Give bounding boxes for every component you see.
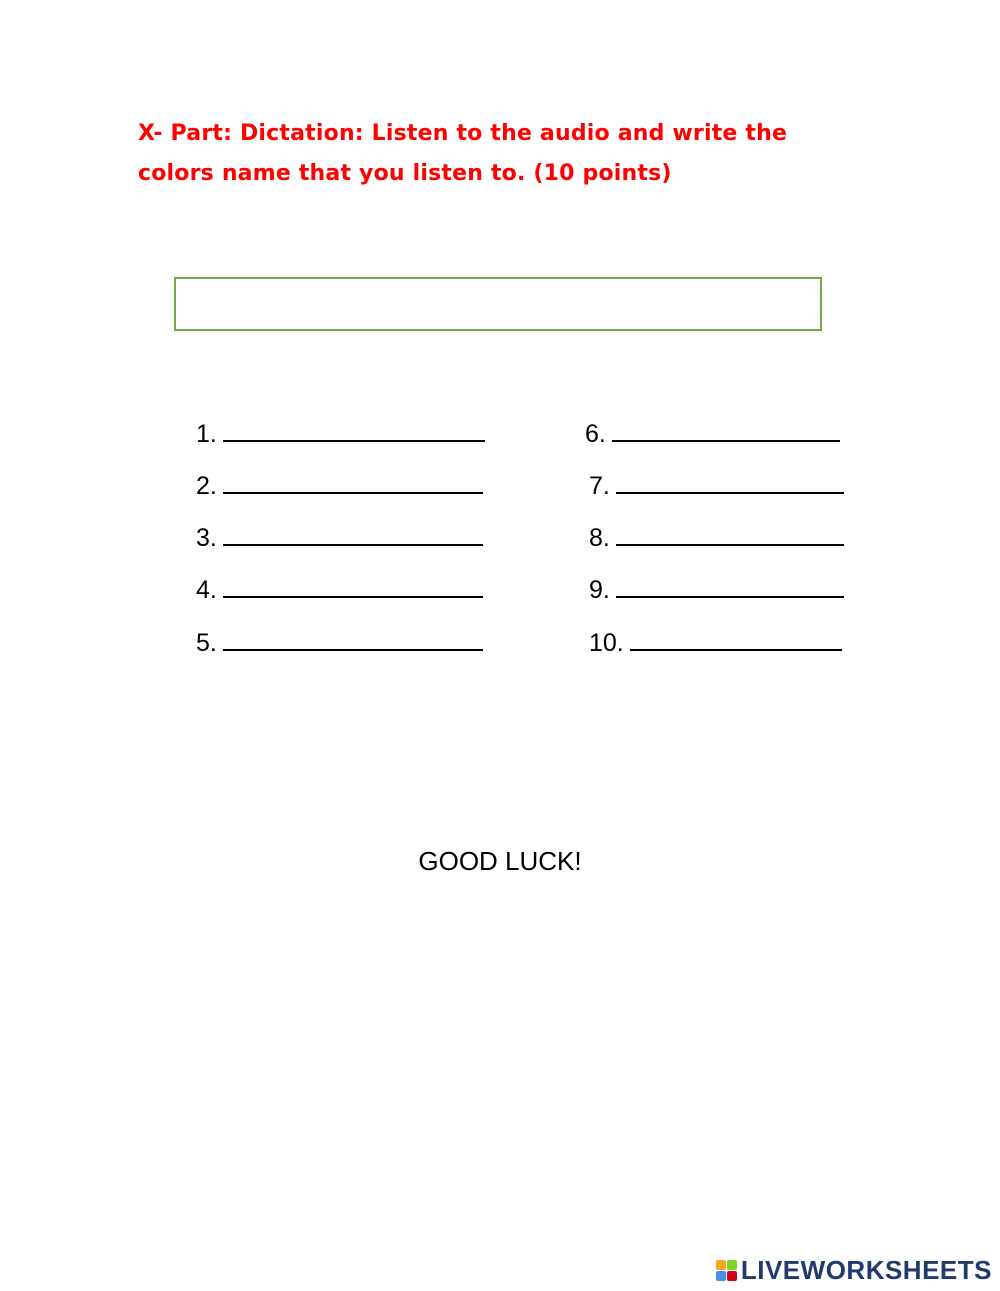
closing-text: GOOD LUCK!: [418, 846, 582, 876]
item-number: 5.: [196, 629, 217, 657]
answer-blank[interactable]: [612, 422, 840, 442]
answer-blank[interactable]: [223, 631, 483, 651]
answer-item-10[interactable]: [589, 629, 842, 658]
item-number: 3.: [196, 524, 217, 552]
answer-blank[interactable]: [223, 422, 485, 442]
answer-blank[interactable]: [223, 474, 483, 494]
answer-item-9[interactable]: [589, 576, 844, 605]
answer-item-2[interactable]: [196, 472, 483, 501]
answer-item-3[interactable]: [196, 524, 483, 553]
answer-blank[interactable]: [616, 526, 844, 546]
item-number: 2.: [196, 472, 217, 500]
item-number: 7.: [589, 472, 610, 500]
answer-blank[interactable]: [616, 578, 844, 598]
answer-item-1[interactable]: [196, 420, 485, 449]
brand-logo: [716, 1255, 992, 1286]
answer-blank[interactable]: [223, 578, 483, 598]
item-number: 4.: [196, 576, 217, 604]
answer-item-7[interactable]: [589, 472, 844, 501]
item-number: 1.: [196, 420, 217, 448]
answer-blank[interactable]: [630, 631, 842, 651]
brand-mark-icon: [716, 1260, 737, 1281]
instructions-text: X- Part: Dictation: Listen to the audio and write the colors name that you listen to. (10 points): [138, 121, 788, 186]
answer-item-6[interactable]: [585, 420, 840, 449]
answer-item-4[interactable]: [196, 576, 483, 605]
item-number: 8.: [589, 524, 610, 552]
answer-item-5[interactable]: [196, 629, 483, 658]
item-number: 9.: [589, 576, 610, 604]
answer-blank[interactable]: [616, 474, 844, 494]
answer-box[interactable]: [174, 277, 822, 331]
item-number: 6.: [585, 420, 606, 448]
answer-blank[interactable]: [223, 526, 483, 546]
answer-item-8[interactable]: [589, 524, 844, 553]
brand-name: LIVEWORKSHEETS: [740, 1255, 992, 1285]
item-number: 10.: [589, 629, 624, 657]
